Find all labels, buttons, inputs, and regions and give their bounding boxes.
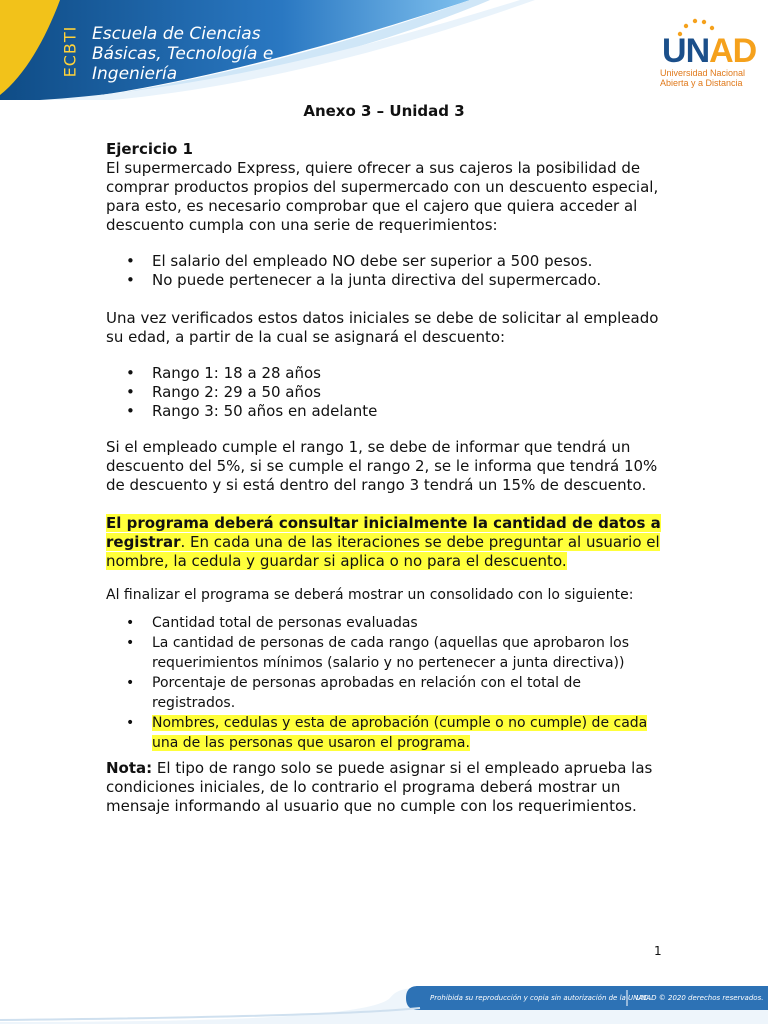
- list-item: • Nombres, cedulas y esta de aprobación (cumple o no cumple) de cada una de las personas que usaron el programa.: [152, 713, 666, 753]
- school-name: Escuela de Ciencias Básicas, Tecnología e Ingeniería: [92, 24, 274, 84]
- note-paragraph: Nota: El tipo de rango solo se puede asignar si el empleado aprueba las condiciones iniciales, de lo contrario el programa deberá mostrar un mensaje informando al usuario que no cumple con los requerimientos.: [106, 759, 653, 815]
- list-item: • El salario del empleado NO debe ser superior a 500 pesos.: [152, 252, 666, 271]
- list-item: • Rango 1: 18 a 28 años: [152, 364, 666, 383]
- page-footer: [0, 978, 768, 1024]
- ecbti-logo: ECBTI: [60, 25, 80, 78]
- page-title: Anexo 3 – Unidad 3: [303, 102, 465, 120]
- unad-logo: UNAD Universidad Nacional Abierta y a Distancia: [660, 18, 746, 90]
- ranges-list: [106, 364, 666, 421]
- list-item: • Cantidad total de personas evaluadas: [152, 613, 666, 633]
- intro-paragraph: El supermercado Express, quiere ofrecer a sus cajeros la posibilidad de comprar productos propios del supermercado con un descuento especial, para esto, es necesario comprobar que el cajero que quiera acceder al descuento cumpla con una serie de requerimientos:: [106, 159, 659, 234]
- footer-copyright-notice: Prohibida su reproducción y copia sin autorización de la UNAD.: [430, 994, 651, 1002]
- footer-rights: UNAD © 2020 derechos reservados.: [636, 994, 764, 1002]
- list-item: • Rango 2: 29 a 50 años: [152, 383, 666, 402]
- age-paragraph: Una vez verificados estos datos iniciales se debe de solicitar al empleado su edad, a partir de la cual se asignará el descuento:: [106, 309, 659, 346]
- final-list: [106, 613, 666, 753]
- list-item: • No puede pertenecer a la junta directiva del supermercado.: [152, 271, 666, 290]
- page-header: [0, 0, 768, 100]
- requirements-list: [106, 252, 666, 290]
- list-item: • Rango 3: 50 años en adelante: [152, 402, 666, 421]
- discount-paragraph: Si el empleado cumple el rango 1, se debe de informar que tendrá un descuento del 5%, si se cumple el rango 2, se le informa que tendrá 10% de descuento y si está dentro del rango 3 tendrá un 15% de descuento.: [106, 438, 658, 494]
- final-intro: Al finalizar el programa se deberá mostrar un consolidado con lo siguiente:: [106, 587, 634, 603]
- program-paragraph: El programa deberá consultar inicialmente la cantidad de datos a registrar. En cada una de las iteraciones se debe preguntar al usuario el nombre, la cedula y guardar si aplica o no para el descuento.: [106, 514, 661, 570]
- exercise-title: Ejercicio 1: [106, 140, 193, 158]
- document-body: [106, 140, 666, 816]
- page-number: 1: [654, 944, 662, 958]
- list-item: • Porcentaje de personas aprobadas en relación con el total de registrados.: [152, 673, 666, 713]
- list-item: • La cantidad de personas de cada rango (aquellas que aprobaron los requerimientos mínimos (salario y no pertenecer a junta directiva)): [152, 633, 666, 673]
